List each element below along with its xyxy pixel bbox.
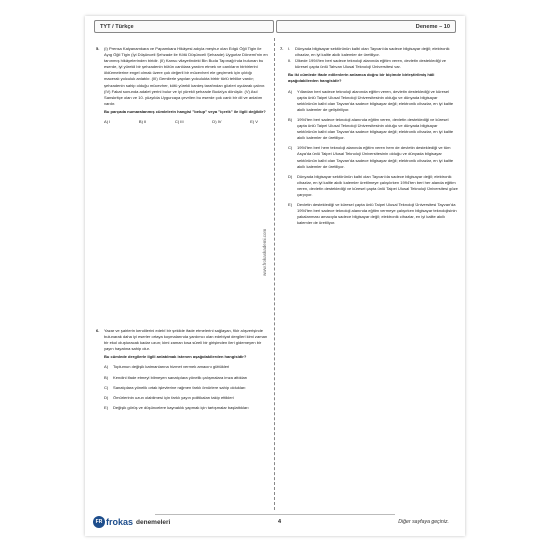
- question-passage: (I) Prensa Kalyanamkara ve Papamkara Hikâyesi adıyla meşhur olan Edgü Öğli Tigin ile Ayıg Öğli Tigin (İyi Düşünceli Şehzade ile Kötü Düşünceli Şehzade) Uygurlar Dönemi'nin en tanınmış hikâyelerinden biridir. (II) Kansu vilayetindeki Bin Buda Tapınağı'nda bulunan bu eserde, iyi yürekli bir şehzadenin bütün canlılara yardım etmek ve canlıların birbirlerini öldürmelerine engel olmak üzere çok değerli bir mücevheri ele geçirmek için çıktığı maceralı yolculuk anlatılır. (III) Gemilerle yapılan yolculukta birbir türlü tehlike vardır; şehzadenin sahip olduğu mücevher, kötü yürekli kardeş tarafından gözleri oyularak çalınır. (IV) Fakat sonunda adalet yerini bulur ve iyi yürekli şehzade Buda'ya dönüşür. (V) Asıl Sanskritçe olan ve 10. yüzyılda Uygurcaya çevrilen bu eserde çok canlı bir dil ve anlatım vardır.: [104, 46, 268, 106]
- option-letter: D): [104, 394, 109, 400]
- question-stem: Bu parçada numaralanmış cümlelerin hangisi "belup" veya "içerik" ile ilgili değildir?: [104, 108, 266, 114]
- option-letter: A): [288, 88, 293, 94]
- publisher-logo: [93, 516, 170, 528]
- next-page-note: Diğer sayfaya geçiniz.: [398, 519, 449, 525]
- option-a[interactable]: [104, 364, 268, 370]
- question-stem: Bu iki cümlede ifade edilenlerin anlamca doğru bir biçimde birleştirilmiş hâli aşağıdakilerden hangisidir?: [288, 72, 435, 84]
- question-number: 6.: [96, 328, 100, 333]
- option-d[interactable]: [104, 395, 268, 401]
- option-d[interactable]: D) IV: [212, 119, 222, 125]
- sentence-ii: [288, 58, 458, 70]
- option-letter: B): [288, 116, 293, 122]
- option-c[interactable]: [104, 385, 268, 391]
- question-7: [280, 46, 458, 226]
- option-text: 1994'ten beri sadece teknoloji alanında eğitim veren, devletin desteklediği ve küresel çapta ünlü Taipei Ulusal Teknoloji Üniversitesinin olduğu ve dünyada bilgisayar sektörünün kalbi olan Tayvan'da sadece bilgisayar değil; elektronik cihazlar, en iyi kalite akıllı kalemler de üretiliyor.: [297, 116, 454, 141]
- question-stem: Bu cümlede dergilerle ilgili anlatılmak istenen aşağıdakilerden hangisidir?: [104, 354, 247, 360]
- sentence-number: I.: [288, 46, 291, 51]
- option-letter: B): [104, 374, 109, 380]
- option-e[interactable]: [104, 405, 268, 411]
- sentence-i: [288, 46, 458, 58]
- option-a[interactable]: [288, 89, 458, 113]
- question-6: [96, 328, 268, 411]
- column-divider: [274, 38, 275, 510]
- option-letter: D): [288, 173, 293, 179]
- sentence-number: II.: [288, 58, 292, 64]
- option-b[interactable]: [104, 375, 268, 381]
- option-letter: C): [104, 384, 109, 390]
- option-letter: A): [104, 364, 109, 370]
- option-text: Dünyada bilgisayar sektörünün kalbi olan Tayvan'da sadece bilgisayar değil; elektronik cihazlar, en iyi kalite akıllı kalemler üretilmeye çalışılırken 1994'ten beri her alanda eğitim veren, devletin desteklediği ve küresel çapta ünlü Taipei Ulusal Teknoloji Üniversitesi göze çarpıyor.: [297, 173, 458, 197]
- question-number: 7.: [280, 46, 284, 51]
- option-c[interactable]: C) III: [174, 119, 184, 125]
- option-b[interactable]: [288, 117, 458, 141]
- option-letter: E): [104, 404, 109, 410]
- option-e[interactable]: [288, 202, 458, 226]
- header-exam-title: Deneme – 10: [415, 23, 450, 30]
- sentence-text: Ülkede 1994'ten beri sadece teknoloji alanında eğitim veren, devletin desteklediği ve küresel çapta ünlü Tahvan Ulusal Teknoloji Üniversitesi var.: [295, 58, 447, 70]
- option-a[interactable]: A) I: [104, 119, 111, 125]
- logo-badge-icon: FR: [93, 516, 105, 528]
- header-left-box: [94, 20, 274, 33]
- option-text: Devletin desteklediği ve küresel çapta ünlü Taipei Ulusal Teknoloji Üniversitesi Tayvan'da 1994'ten beri sadece teknoloji alanında eğitim vermeye çalışırken bilgisayar teknolojisinin yakalanması amacıyla sadece bilgisayar değil; elektronik cihazlar, en iyi kalite akıllı kalemler de üretiliyor.: [297, 202, 457, 226]
- option-text: Ömürlerinin uzun olabilmesi için farklı yayın politikaları takip ettikleri: [113, 394, 234, 400]
- question-passage: Yazar ve şairlerin kendilerini edebî bir şekilde ifade etmelerini sağlayan, fikir alışverişinde bulunarak daha iyi eserler ortaya koymalarında yardımcı olan edebiyat dergileri kimi zaman bir ekol oluşturacak kadar uzun; kimi zaman kısa süreli bir girişimden ileri gidemeyen bir yayın hayatına sahip olur.: [104, 328, 268, 352]
- page-footer: [93, 512, 457, 532]
- option-e[interactable]: E) V: [250, 119, 258, 125]
- question-number: 5.: [96, 46, 100, 51]
- option-b[interactable]: B) II: [138, 119, 147, 125]
- sentence-text: Dünyada bilgisayar sektörünün kalbi olan Tayvan'da sadece bilgisayar değil; elektronik cihazlar, en iyi kalite akıllı kalemler de üretiliyor.: [295, 46, 450, 58]
- logo-subtitle: denemeleri: [136, 518, 171, 526]
- option-letter: C): [288, 145, 293, 151]
- option-letter: E): [288, 202, 293, 208]
- header-subject: TYT / Türkçe: [100, 23, 134, 30]
- question-5: [96, 46, 268, 125]
- option-text: Sanatçılara yönelik ortak işlevlerine rağmen farklı ömürlere sahip oldukları: [113, 384, 246, 390]
- page-header: [93, 20, 457, 34]
- option-c[interactable]: [288, 145, 458, 169]
- option-text: Kendini ifade etmeyi bilmeyen sanatçılara yönelik çalışmalara imza attıkları: [113, 374, 248, 380]
- header-right-box: [276, 20, 456, 33]
- option-text: Yıllardan beri sadece teknoloji alanında eğitim veren, devletin desteklediği ve küresel çapta ünlü Taipei Ulusal Teknoloji Üniversitesinin olduğu ve dünyada bilgisayar sektörünün kalbi olan Tayvan'da sadece bilgisayar değil; elektronik cihazlar, en iyi kalite akıllı kalemler de geliştiriliyor.: [297, 88, 454, 112]
- logo-wordmark: frokas: [106, 517, 134, 527]
- watermark-url: www.frokaskademi.com: [262, 228, 267, 276]
- page-number: 4: [278, 519, 282, 525]
- options-row: [104, 119, 268, 125]
- option-text: 1994'ten beri hem teknoloji alanında eğitim veren hem de devletin desteklediği ve tüm Asya'da ünlü Taipei Ulusal Teknoloji Üniversitesinin olduğu ve dünyada bilgisayar sektörünün kalbi olan Tayvan'da sadece bilgisayar değil; elektronik cihazlar, en iyi kalite akıllı kalemler de üretiliyor.: [297, 145, 454, 169]
- option-text: Değişik görüş ve düşüncelere kaynaklık yapmak için tartışmalar başlattıkları: [113, 404, 249, 410]
- option-d[interactable]: [288, 174, 458, 198]
- exam-page: [85, 16, 465, 536]
- option-text: Toplumun değişik katmanlarına hizmet vermek amacını güttükleri: [113, 364, 230, 370]
